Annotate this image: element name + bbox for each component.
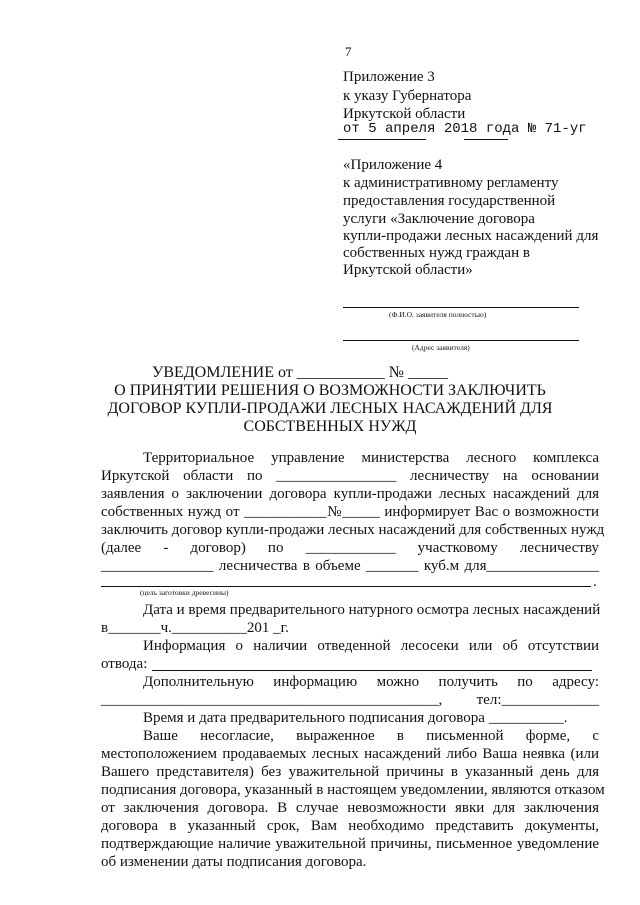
body-line: в_______ч.__________201 _г. [101,620,289,636]
notice-title: О ПРИНЯТИИ РЕШЕНИЯ О ВОЗМОЖНОСТИ ЗАКЛЮЧИТЬ [114,382,546,399]
decree-underline [338,139,426,140]
body-line: _____________________________________________, тел:_____________ [101,692,599,708]
appendix-4-line: Иркутской области» [343,262,473,278]
body-line: Иркутской области по ________________ лесничеству на основании [101,468,599,484]
appendix-4-line: предоставления государственной [343,193,556,209]
body-line: Вашего представителя) без уважительной причины в указанный день для [101,764,599,780]
appendix-4-line: к административному регламенту [343,175,559,191]
body-line: Дата и время предварительного натурного осмотра лесных насаждений [143,602,601,618]
appendix-4-line: «Приложение 4 [343,157,443,173]
body-line: договора в указанный срок, Вам необходимо представить документы, [101,818,599,834]
body-line: от заключения договора. В случае невозможности явки для заключения [101,800,599,816]
appendix-4-line: купли-продажи лесных насаждений для [343,228,599,244]
body-line: заявления о заключении договора купли-продажи лесных насаждений для [101,486,599,502]
body-line: Информация о наличии отведенной лесосеки или об отсутствии [143,638,599,654]
allotment-line [152,670,592,671]
applicant-address-caption: (Адрес заявителя) [412,343,470,352]
applicant-address-line [343,340,579,341]
applicant-name-line [343,307,579,308]
body-line: собственных нужд от ___________№_____ информирует Вас о возможности [101,504,599,520]
body-line: (далее - договор) по ____________ участковому лесничеству [101,540,599,556]
notice-title: ДОГОВОР КУПЛИ-ПРОДАЖИ ЛЕСНЫХ НАСАЖДЕНИЙ ДЛЯ [107,400,553,417]
body-line: подтверждающие наличие уважительной причины, письменное уведомление [101,836,599,852]
appendix-3-line: Иркутской области [343,106,466,122]
body-line: Время и дата предварительного подписания договора __________. [143,710,568,726]
body-line: местоположением продаваемых лесных насаждений либо Ваша неявка (или [101,746,599,762]
body-line: об изменении даты подписания договора. [101,854,367,870]
decree-underline [464,139,508,140]
appendix-4-line: услуги «Заключение договора [343,211,535,227]
body-line: отвода: [101,656,148,672]
decree-stamp: от 5 апреля 2018 года № 71-уг [343,121,587,137]
body-line: Дополнительную информацию можно получить по адресу: [143,674,599,690]
body-line: Ваше несогласие, выраженное в письменной форме, с [143,728,599,744]
purpose-line-end: . [593,574,597,590]
appendix-4-line: собственных нужд граждан в [343,245,530,261]
applicant-name-caption: (Ф.И.О. заявителя полностью) [389,310,487,319]
purpose-caption: (цель заготовки древесины) [140,588,229,597]
body-line: заключить договор купли-продажи лесных насаждений для собственных нужд [101,522,605,538]
purpose-line [101,586,591,587]
body-line: Территориальное управление министерства лесного комплекса [143,450,599,466]
page-number: 7 [345,44,352,59]
appendix-3-line: к указу Губернатора [343,88,472,104]
body-line: подписания договора, указанный в настоящем уведомлении, являются отказом [101,782,605,798]
notice-title: УВЕДОМЛЕНИЕ от ___________ № _____ [151,364,449,381]
appendix-3-line: Приложение 3 [343,69,435,85]
body-line: _______________ лесничества в объеме _______ куб.м для_______________ [101,558,599,574]
notice-title: СОБСТВЕННЫХ НУЖД [243,418,417,435]
